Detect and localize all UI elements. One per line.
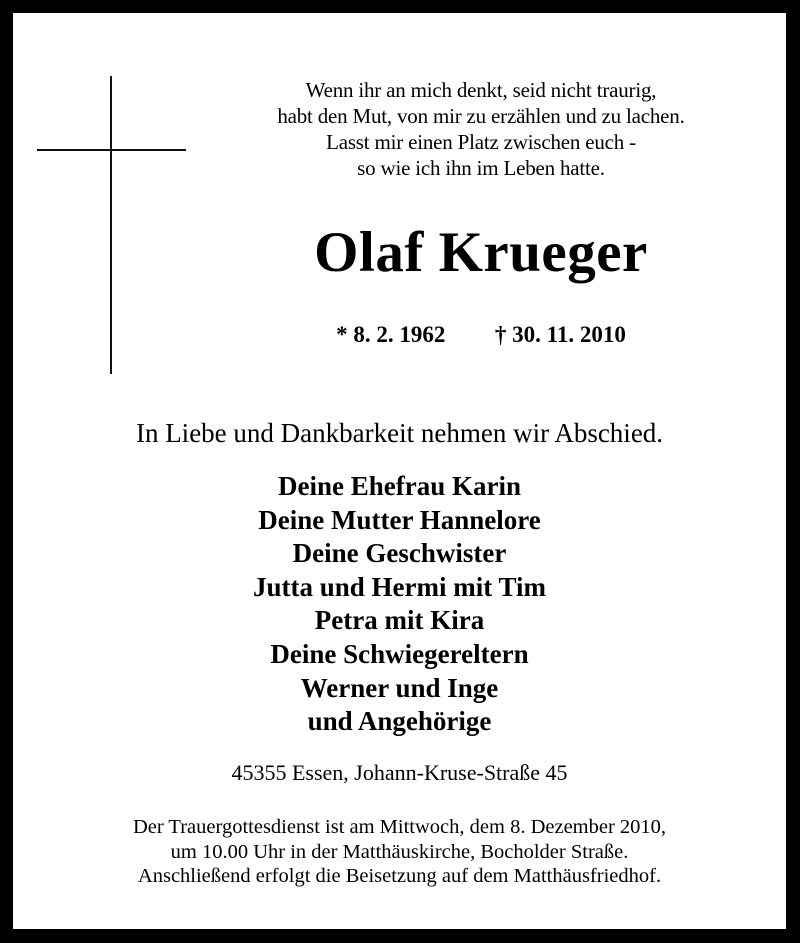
life-dates bbox=[213, 320, 749, 350]
deceased-name: Olaf Krueger bbox=[314, 221, 648, 284]
poem bbox=[213, 77, 749, 181]
funeral-service-info bbox=[13, 815, 786, 889]
cross-horizontal-bar bbox=[37, 149, 186, 151]
family-address: 45355 Essen, Johann-Kruse-Straße 45 bbox=[231, 760, 568, 785]
mourner-line: Deine Ehefrau Karin bbox=[278, 471, 521, 501]
death-dagger-icon: † bbox=[494, 322, 507, 347]
mourner-line: Werner und Inge bbox=[300, 672, 499, 703]
poem-line: Wenn ihr an mich denkt, seid nicht traurig, bbox=[305, 78, 657, 102]
mourner-line: Deine Geschwister bbox=[292, 538, 507, 569]
cross-vertical-bar bbox=[110, 76, 112, 374]
mourners-list bbox=[13, 470, 786, 739]
mourner-line: Jutta und Hermi mit Tim bbox=[252, 571, 547, 602]
mourner-line: Petra mit Kira bbox=[314, 605, 485, 636]
obituary-card bbox=[13, 13, 786, 929]
poem-line: Lasst mir einen Platz zwischen euch - bbox=[326, 130, 636, 154]
poem-line: habt den Mut, von mir zu erzählen und zu lachen. bbox=[277, 104, 685, 128]
service-line: Anschließend erfolgt die Beisetzung auf dem Matthäusfriedhof. bbox=[137, 865, 662, 887]
birth-date: 8. 2. 1962 bbox=[353, 322, 446, 347]
service-line: um 10.00 Uhr in der Matthäuskirche, Bocholder Straße. bbox=[170, 840, 629, 863]
service-line: Der Trauergottesdienst ist am Mittwoch, dem 8. Dezember 2010, bbox=[132, 816, 667, 838]
poem-line: so wie ich ihn im Leben hatte. bbox=[357, 156, 605, 180]
mourner-line: Deine Schwiegereltern bbox=[270, 638, 529, 669]
mourner-line: und Angehörige bbox=[307, 706, 492, 737]
death-date: 30. 11. 2010 bbox=[512, 322, 626, 347]
farewell-text: In Liebe und Dankbarkeit nehmen wir Abschied. bbox=[135, 418, 664, 448]
birth-star-icon: * bbox=[336, 322, 348, 347]
mourner-line: Deine Mutter Hannelore bbox=[258, 504, 541, 535]
